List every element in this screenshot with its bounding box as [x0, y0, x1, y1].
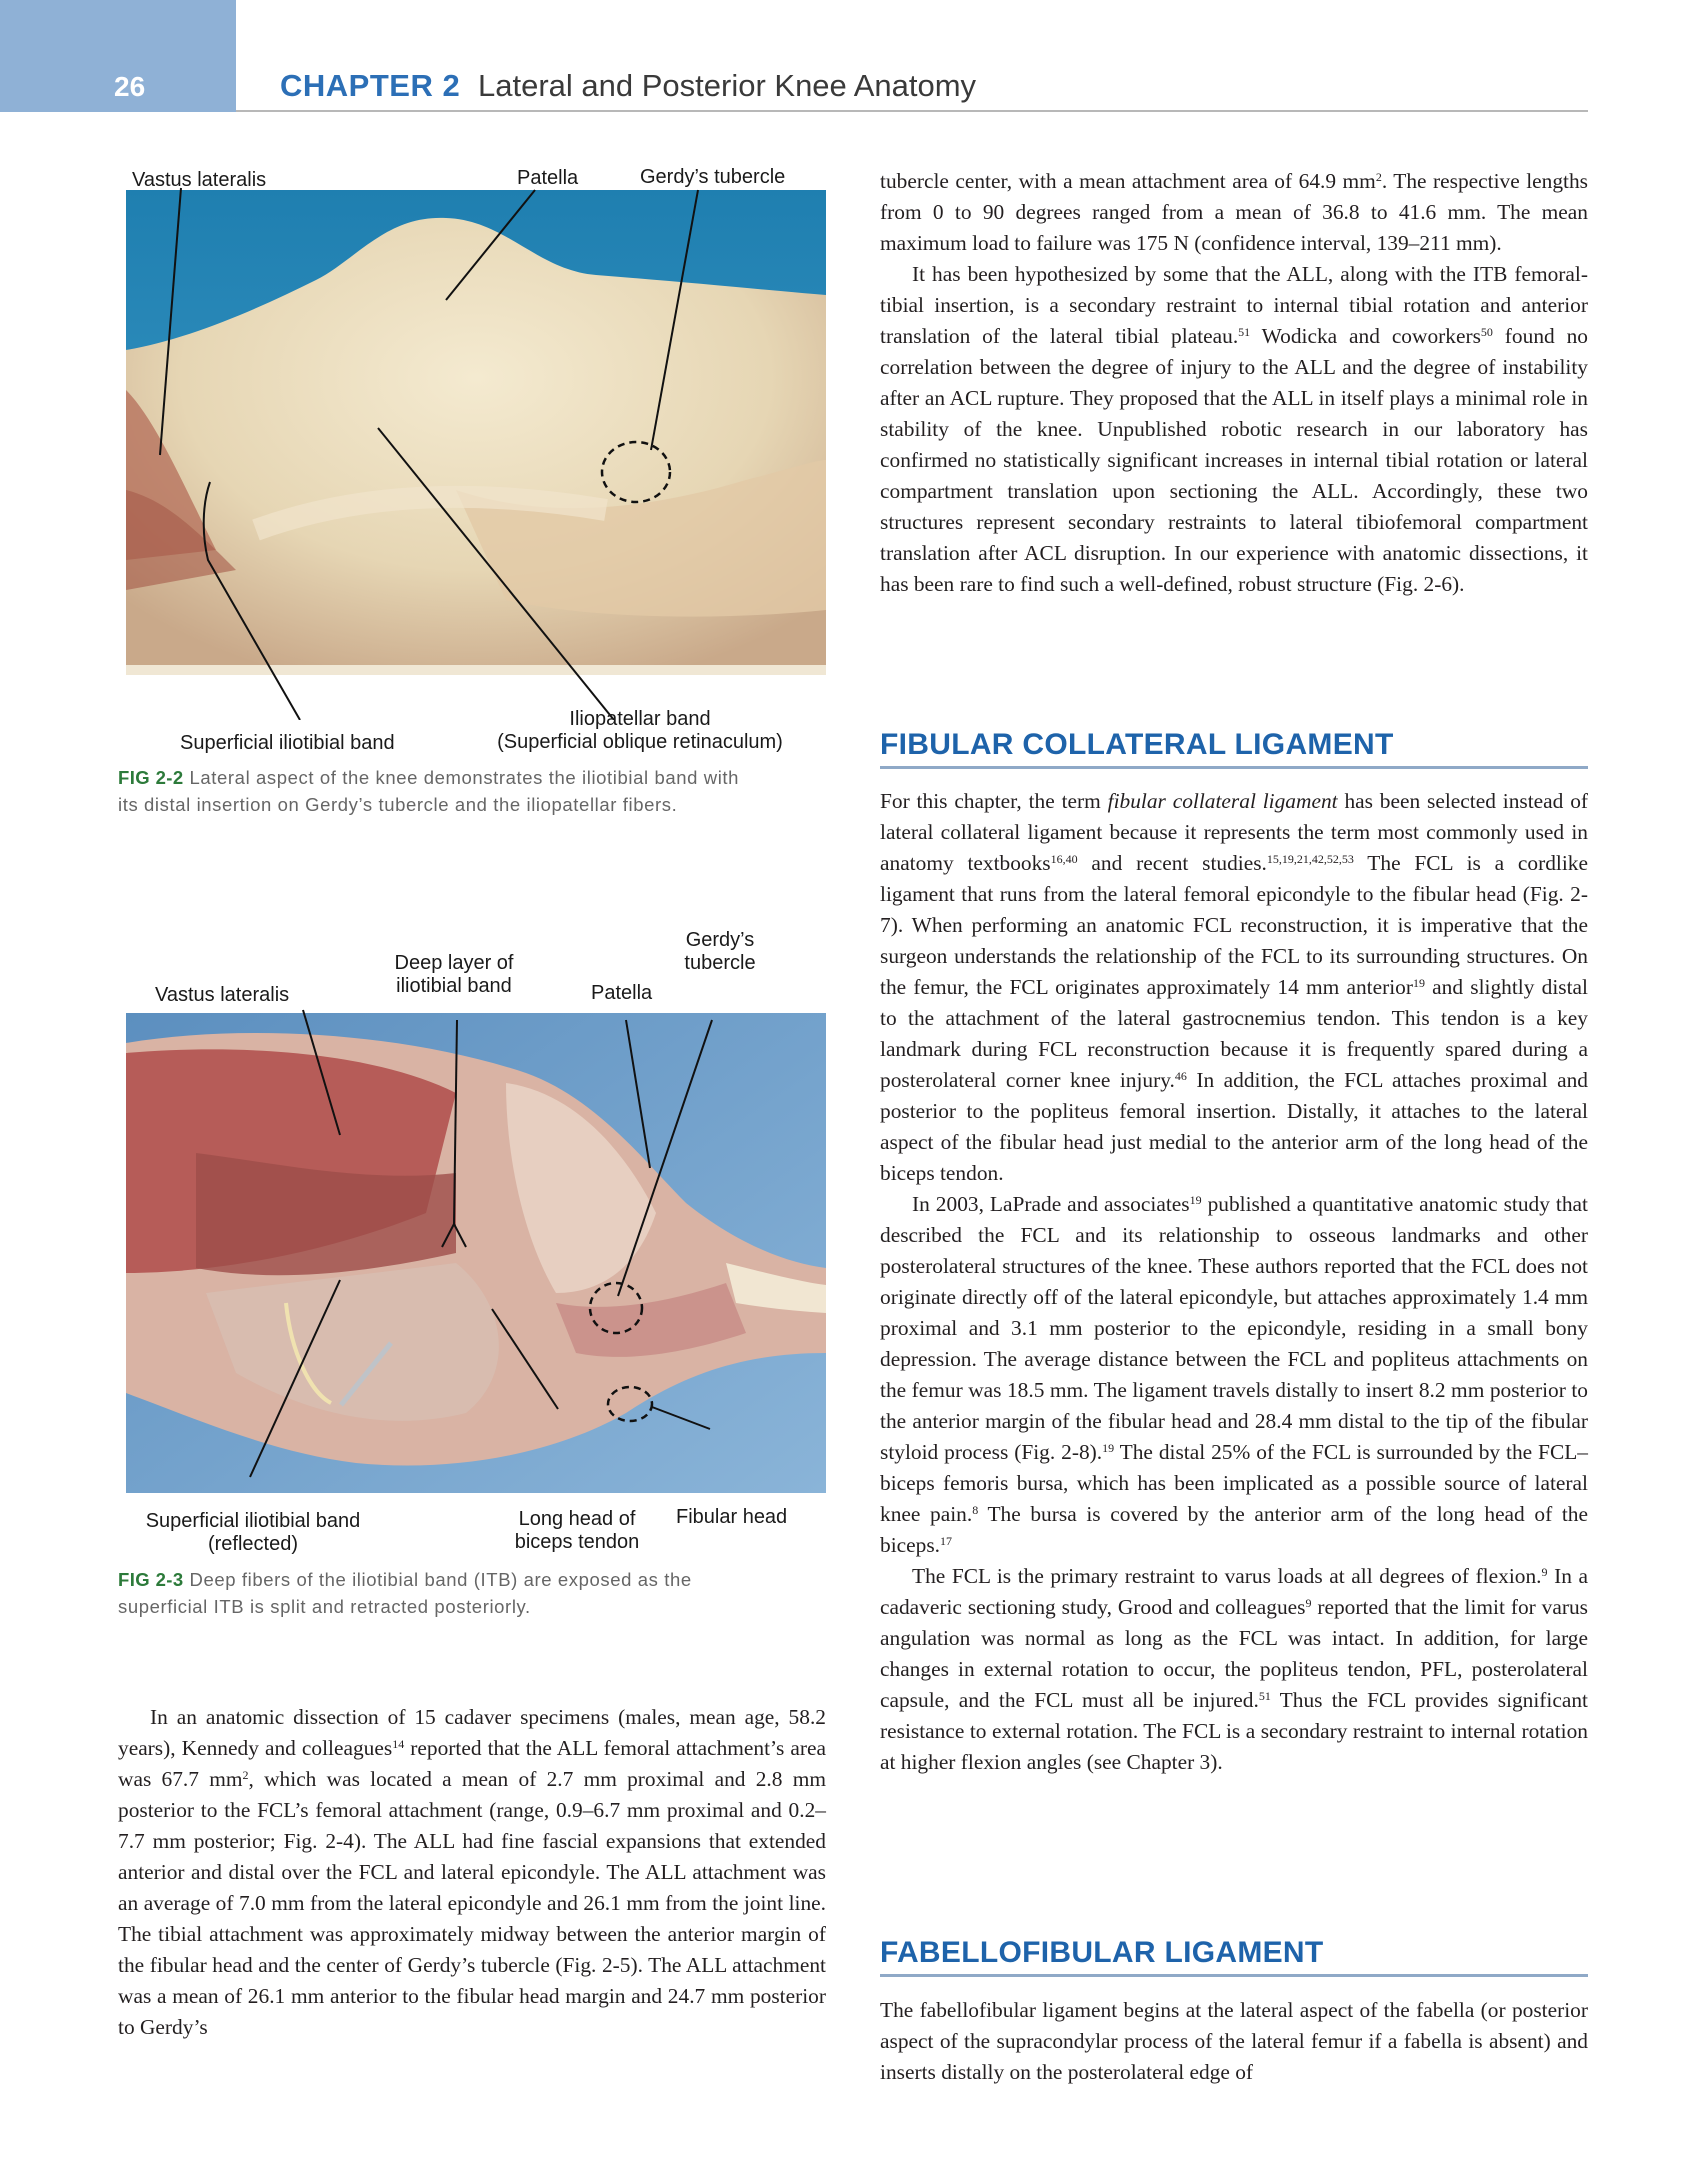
paragraph-all-restraint: It has been hypothesized by some that the ALL, along with the ITB femoral-tibial insertion, is a secondary restraint to internal tibial rotation and anterior translation of the lateral tibial plateau.$^{51}$ Wodicka and coworkers$^{50}$ found no correlation between the degree of injury to the ALL and the degree of instability after an ACL rupture. They proposed that the ALL in itself plays a minimal role in stability of the knee. Unpublished robotic research in our laboratory has confirmed no statistically significant increases in internal tibial rotation or lateral compartment translation upon sectioning the ALL. Accordingly, these two structures represent secondary restraints to lateral tibiofemoral compartment translation after ACL disruption. In our experience with anatomic dissections, it has been rare to find such a well-defined, robust structure (Fig. 2-6). [880, 262, 1588, 596]
fig-2-3-label-fibular-head: Fibular head [676, 1506, 788, 1528]
paragraph-fcl-definition: For this chapter, the term fibular collateral ligament has been selected instead of lateral collateral ligament because it represents the term most commonly used in anatomy textbooks$^{16,40}$ and recent studies.$^{15,19,21,42,52,53}$ The FCL is a cordlike ligament that runs from the lateral femoral epicondyle to the fibular head (Fig. 2-7). When performing an anatomic FCL reconstruction, it is imperative that the surgeon understands the relationship of the FCL to its surrounding structures. On the femur, the FCL originates approximately 14 mm anterior$^{19}$ and slightly distal to the attachment of the lateral gastrocnemius tendon. This tendon is a key landmark during FCL reconstruction because it is frequently spared during a posterolateral corner knee injury.$^{46}$ In addition, the FCL attaches proximal and posterior to the popliteus femoral insertion. Distally, it attaches to the lateral aspect of the fibular head just medial to the anterior arm of the long head of the biceps tendon. [880, 789, 1589, 1185]
fig-2-3-label-itb-line1: Superficial iliotibial band [145, 1510, 361, 1532]
paragraph-all-continued: tubercle center, with a mean attachment area of 64.9 $mm^2$. The respective lengths from 0 to 90 degrees ranged from a mean of 36.8 to 41.6 mm. The mean maximum load to failure was 175 N (confidence interval, 139–211 mm). [880, 169, 1588, 255]
fig-2-3-label-biceps-tendon [502, 1508, 652, 1554]
fig-2-3-label-deep-line2: iliotibial band [396, 975, 512, 997]
fig-2-2-caption-text2: its distal insertion on Gerdy’s tubercle and the iliopatellar fibers. [118, 794, 678, 815]
fig-2-3-leader-lines [118, 960, 828, 1520]
right-column-ffl [880, 1995, 1588, 2088]
fig-2-3-caption [118, 1566, 824, 1620]
fig-2-3-caption-number: FIG 2-3 [118, 1569, 184, 1590]
fig-2-2-label-superficial-itb: Superficial iliotibial band [180, 732, 395, 754]
paragraph-kennedy: In an anatomic dissection of 15 cadaver specimens (males, mean age, 58.2 years), Kennedy and colleagues$^{14}$ reported that the ALL femoral attachment’s area was 67.7 $mm^2$, which was located a mean of 2.7 mm proximal and 2.8 mm posterior to the FCL’s femoral attachment (range, 0.9–6.7 mm proximal and 0.2–7.7 mm posterior; Fig. 2-4). The ALL had fine fascial expansions that extended anterior and distal over the FCL and lateral epicondyle. The ALL attachment was an average of 7.0 mm from the lateral epicondyle and 26.1 mm from the joint line. The tibial attachment was approximately midway between the anterior margin of the fibular head and the center of Gerdy’s tubercle (Fig. 2-5). The ALL attachment was a mean of 26.1 mm anterior to the fibular head margin and 24.7 mm posterior to Gerdy’s [118, 1705, 826, 2039]
right-column-intro [880, 166, 1588, 600]
fig-2-3-label-itb-line2: (reflected) [207, 1533, 299, 1555]
right-column-fcl [880, 786, 1588, 1778]
section-heading-ffl: FABELLOFIBULAR LIGAMENT [880, 1936, 1588, 1977]
fig-2-3-label-gerdys-tubercle [660, 929, 780, 975]
fig-2-2-leader-lines [118, 160, 828, 720]
fig-2-2-caption-text1: Lateral aspect of the knee demonstrates the iliotibial band with [189, 767, 740, 788]
fig-2-3-label-biceps-line1: Long head of [518, 1508, 636, 1530]
fig-2-3-label-superficial-itb-reflected [118, 1510, 388, 1556]
fig-2-2-label-iliopatellar-line1: Iliopatellar band [569, 708, 711, 730]
page-number: 26 [114, 71, 146, 102]
fig-2-2-label-patella: Patella [517, 167, 579, 189]
chapter-title: Lateral and Posterior Knee Anatomy [478, 68, 977, 103]
fig-2-3-label-deep-layer-itb [360, 952, 548, 998]
fig-2-3-caption-text2: superficial ITB is split and retracted posteriorly. [118, 1596, 531, 1617]
fig-2-2-label-vastus-lateralis: Vastus lateralis [132, 169, 267, 191]
header-rule [236, 110, 1588, 112]
fig-2-2-caption [118, 764, 824, 818]
fig-2-3-label-gerdy-line1: Gerdy’s [685, 929, 755, 951]
fig-2-2-label-iliopatellar-band [475, 708, 805, 754]
section-heading-fcl: FIBULAR COLLATERAL LIGAMENT [880, 728, 1588, 769]
paragraph-fabellofibular: The fabellofibular ligament begins at the lateral aspect of the fabella (or posterior aspect of the supracondylar process of the lateral femur if a fabella is absent) and inserts distally on the posterolateral edge of [880, 1998, 1588, 2084]
left-column-body [118, 1702, 826, 2043]
fig-2-2-label-iliopatellar-line2: (Superficial oblique retinaculum) [497, 731, 783, 753]
fig-2-2-label-gerdys-tubercle: Gerdy’s tubercle [640, 166, 786, 188]
fig-2-2-caption-number: FIG 2-2 [118, 767, 184, 788]
fig-2-3-label-biceps-line2: biceps tendon [514, 1531, 640, 1553]
fig-2-2-caption-line1 [118, 764, 824, 791]
fig-2-3-label-deep-line1: Deep layer of [394, 952, 514, 974]
chapter-label: CHAPTER 2 [280, 68, 461, 103]
fig-2-3-caption-text1: Deep fibers of the iliotibial band (ITB) are exposed as the [189, 1569, 692, 1590]
fig-2-3-label-patella: Patella [591, 982, 653, 1004]
paragraph-varus-restraint: The FCL is the primary restraint to varus loads at all degrees of flexion.$^9$ In a cadaveric sectioning study, Grood and colleagues$^9$ reported that the limit for varus angulation was normal as long as the FCL was intact. In addition, for large changes in external rotation to occur, the popliteus tendon, PFL, posterolateral capsule, and the FCL must all be injured.$^{51}$ Thus the FCL provides significant resistance to external rotation. The FCL is a secondary restraint to internal rotation at higher flexion angles (see Chapter 3). [880, 1564, 1589, 1774]
paragraph-laprade: In 2003, LaPrade and associates$^{19}$ published a quantitative anatomic study that described the FCL and its relationship to osseous landmarks and other posterolateral structures of the knee. These authors reported that the FCL does not originate directly off of the lateral epicondyle, but attaches approximately 1.4 mm proximal and 3.1 mm posterior to the epicondyle, residing in a small bony depression. The average distance between the FCL and popliteus attachments on the femur was 18.5 mm. The ligament travels distally to insert 8.2 mm posterior to the anterior margin of the fibular head and 28.4 mm distal to the tip of the fibular styloid process (Fig. 2-8).$^{19}$ The distal 25% of the FCL is surrounded by the FCL–biceps femoris bursa, which has been implicated as a possible source of lateral knee pain.$^8$ The bursa is covered by the anterior arm of the long head of the biceps.$^{17}$ [880, 1192, 1588, 1557]
fig-2-3-label-vastus-lateralis: Vastus lateralis [155, 984, 290, 1006]
fig-2-3-caption-line1 [118, 1566, 824, 1593]
fig-2-3-label-gerdy-line2: tubercle [684, 952, 756, 974]
